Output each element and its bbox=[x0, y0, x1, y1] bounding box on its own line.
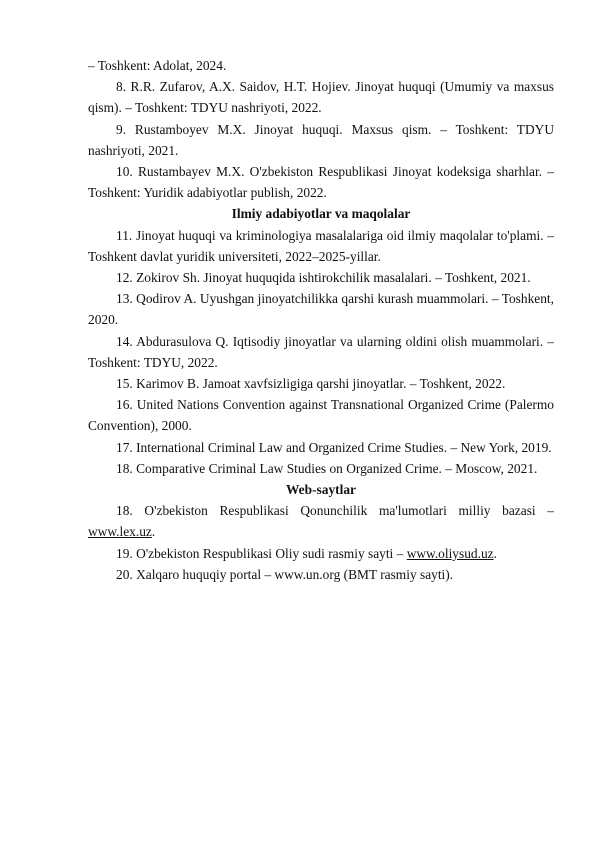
list-item: 14. Abdurasulova Q. Iqtisodiy jinoyatlar va ularning oldini olish muammolari. – Toshkent: TDYU, 2022. bbox=[88, 333, 554, 370]
list-item: 16. United Nations Convention against Transnational Organized Crime (Palermo Convention), 2000. bbox=[88, 397, 554, 434]
list-item: 15. Karimov B. Jamoat xavfsizligiga qarshi jinoyatlar. – Toshkent, 2022. bbox=[116, 376, 506, 392]
list-item: 13. Qodirov A. Uyushgan jinoyatchilikka qarshi kurash muammolari. – Toshkent, 2020. bbox=[88, 291, 554, 328]
list-item: 17. International Criminal Law and Organized Crime Studies. – New York, 2019. bbox=[116, 439, 552, 455]
list-item bbox=[88, 500, 554, 542]
list-item: 10. Rustambayev M.X. O'zbekiston Respublikasi Jinoyat kodeksiga sharhlar. – Toshkent: Yuridik adabiyotlar publish, 2022. bbox=[88, 164, 554, 201]
list-item bbox=[88, 543, 554, 564]
list-item: 20. Xalqaro huquqiy portal – www.un.org (BMT rasmiy sayti). bbox=[116, 566, 454, 582]
entry-text: 19. O'zbekiston Respublikasi Oliy sudi rasmiy sayti – bbox=[116, 545, 404, 561]
entry-text: 18. O'zbekiston Respublikasi Qonunchilik ma'lumotlari milliy bazasi – bbox=[116, 503, 554, 519]
entry-end: . bbox=[493, 545, 497, 561]
list-item: 9. Rustamboyev M.X. Jinoyat huquqi. Maxsus qism. – Toshkent: TDYU nashriyoti, 2021. bbox=[88, 121, 554, 158]
list-item: – Toshkent: Adolat, 2024. bbox=[88, 58, 227, 73]
document-page bbox=[88, 55, 554, 585]
list-item: 8. R.R. Zufarov, A.X. Saidov, H.T. Hojiev. Jinoyat huquqi (Umumiy va maxsus qism). – Toshkent: TDYU nashriyoti, 2022. bbox=[88, 79, 554, 116]
section-heading-articles: Ilmiy adabiyotlar va maqolalar bbox=[231, 206, 411, 222]
oliysud-uz-link[interactable]: www.oliysud.uz bbox=[406, 545, 494, 561]
entry-end: . bbox=[151, 524, 156, 540]
list-item: 11. Jinoyat huquqi va kriminologiya masalalariga oid ilmiy maqolalar to'plami. – Toshkent davlat yuridik universiteti, 2022–2025-yillar. bbox=[88, 227, 554, 264]
lex-uz-link[interactable]: www.lex.uz bbox=[88, 524, 152, 540]
list-item: 12. Zokirov Sh. Jinoyat huquqida ishtirokchilik masalalari. – Toshkent, 2021. bbox=[116, 270, 531, 286]
list-item: 18. Comparative Criminal Law Studies on Organized Crime. – Moscow, 2021. bbox=[116, 460, 538, 476]
section-heading-web: Web-saytlar bbox=[286, 482, 356, 498]
